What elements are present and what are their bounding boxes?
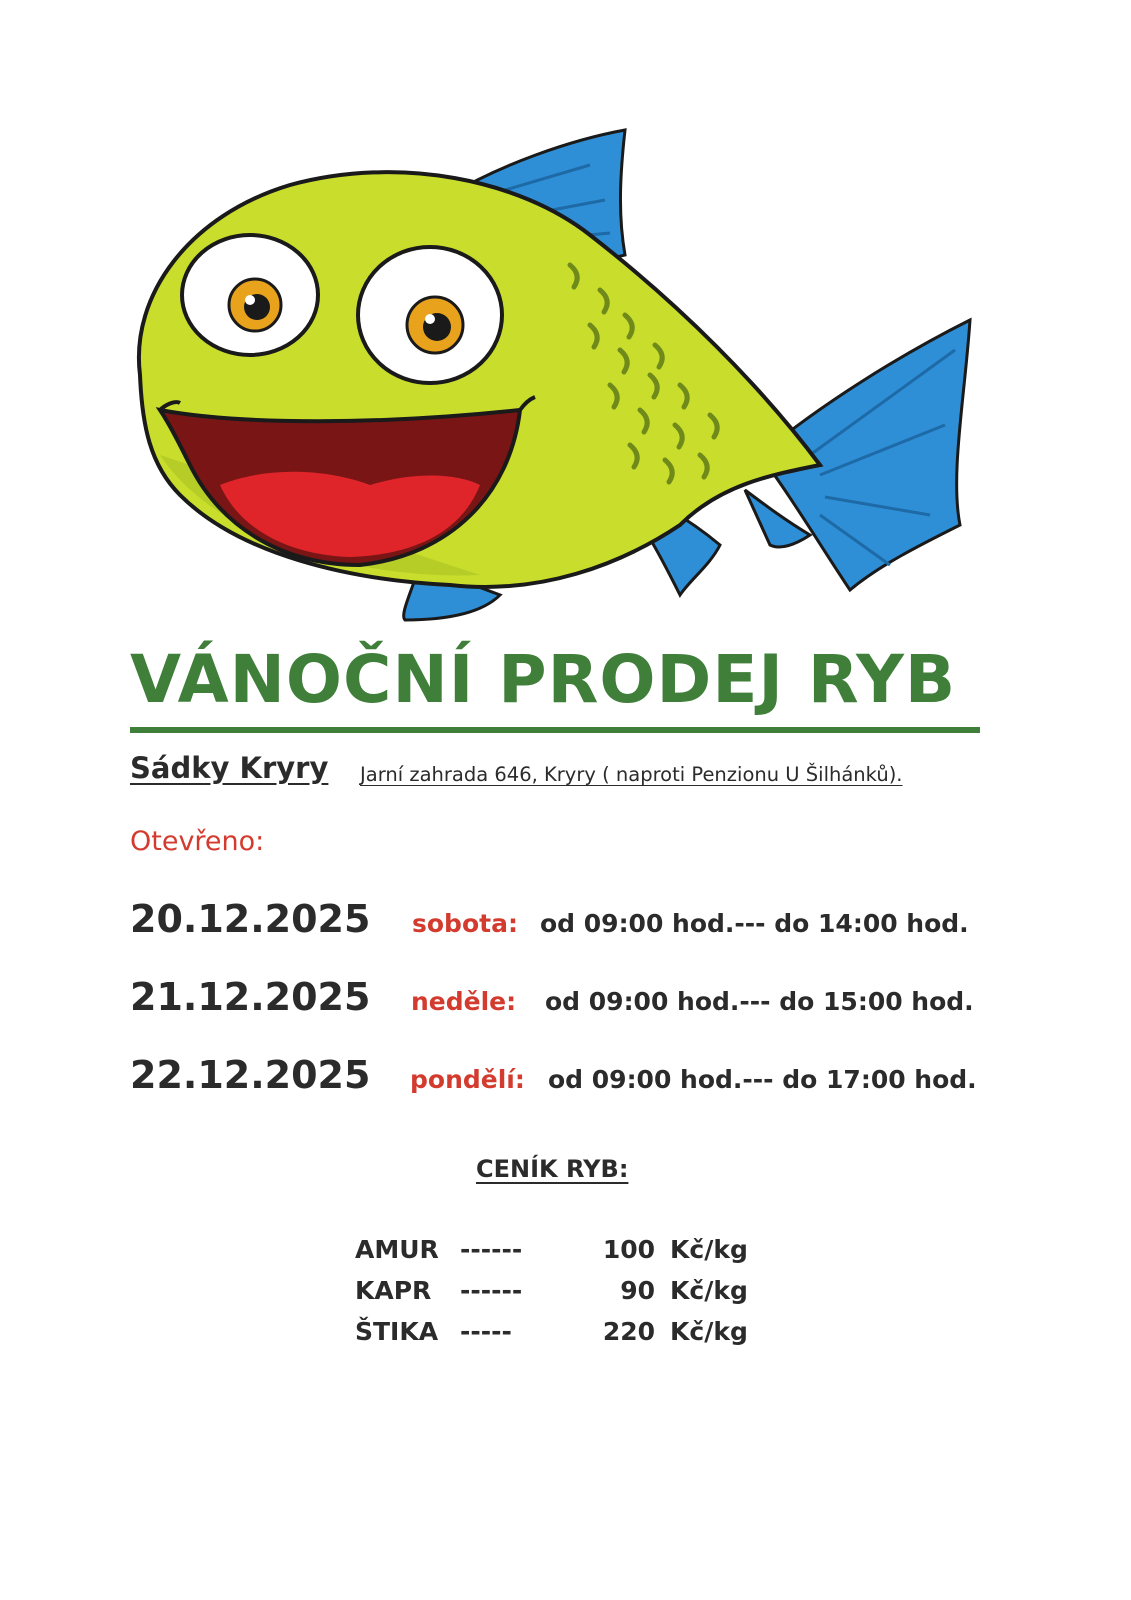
- price-row: [0, 1276, 1131, 1316]
- opening-label: Otevřeno:: [130, 826, 265, 857]
- price-row: [0, 1235, 1131, 1275]
- fish-price: 220: [602, 1317, 655, 1346]
- schedule-row: [0, 1053, 1131, 1113]
- schedule-hours: od 09:00 hod.--- do 14:00 hod.: [540, 909, 969, 938]
- schedule-date: 21.12.2025: [130, 975, 371, 1019]
- schedule-day: sobota:: [412, 909, 518, 938]
- price-dashes: ------: [460, 1235, 523, 1264]
- fish-price: 100: [602, 1235, 655, 1264]
- fish-name: AMUR: [355, 1235, 439, 1264]
- cartoon-fish-icon: [120, 125, 1000, 635]
- price-unit: Kč/kg: [670, 1276, 748, 1305]
- title-divider: [130, 727, 980, 733]
- price-row: [0, 1317, 1131, 1357]
- schedule-row: [0, 975, 1131, 1035]
- schedule-date: 22.12.2025: [130, 1053, 371, 1097]
- place-address: Jarní zahrada 646, Kryry ( naproti Penzionu U Šilhánků).: [360, 763, 903, 786]
- price-dashes: -----: [460, 1317, 512, 1346]
- price-unit: Kč/kg: [670, 1317, 748, 1346]
- schedule-row: [0, 897, 1131, 957]
- fish-name: KAPR: [355, 1276, 432, 1305]
- price-unit: Kč/kg: [670, 1235, 748, 1264]
- schedule-day: neděle:: [411, 987, 517, 1016]
- price-dashes: ------: [460, 1276, 523, 1305]
- price-list-title: CENÍK RYB:: [476, 1155, 629, 1183]
- schedule-day: pondělí:: [410, 1065, 525, 1094]
- fish-name: ŠTIKA: [355, 1317, 439, 1346]
- place-name: Sádky Kryry: [130, 751, 329, 785]
- schedule-date: 20.12.2025: [130, 897, 371, 941]
- page-title: VÁNOČNÍ PRODEJ RYB: [130, 641, 957, 718]
- schedule-hours: od 09:00 hod.--- do 15:00 hod.: [545, 987, 974, 1016]
- fish-price: 90: [620, 1276, 655, 1305]
- schedule-hours: od 09:00 hod.--- do 17:00 hod.: [548, 1065, 977, 1094]
